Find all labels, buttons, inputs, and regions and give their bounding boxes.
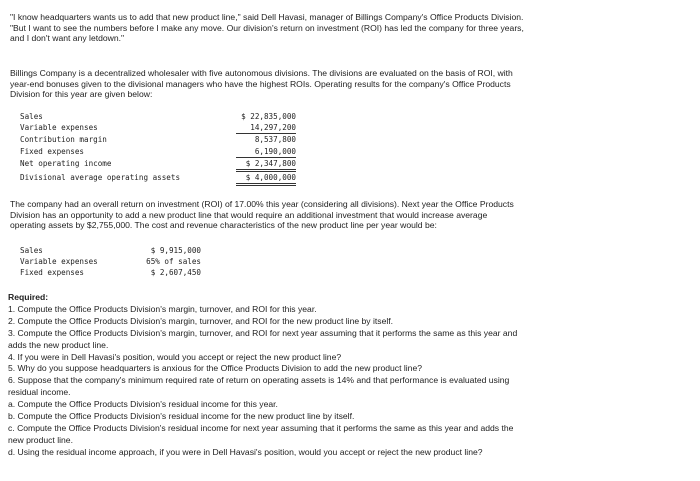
row-label: Net operating income <box>20 159 112 169</box>
table-row <box>20 256 201 267</box>
table-row <box>20 171 296 185</box>
quote-paragraph <box>10 12 524 44</box>
table-row <box>20 122 296 134</box>
row-label: Variable expenses <box>20 123 98 133</box>
row-label: Fixed expenses <box>20 268 85 278</box>
required-item: adds the new product line. <box>8 339 109 350</box>
required-item: new product line. <box>8 434 73 445</box>
operating-results-table <box>20 111 296 186</box>
required-item: 6. Suppose that the company's minimum required rate of return on operating assets is 14% and that performance is evaluated using <box>8 375 510 386</box>
new-product-table <box>20 245 201 279</box>
row-label: Fixed expenses <box>20 146 85 156</box>
row-value: $ 22,835,000 <box>241 112 296 121</box>
row-value: 6,190,000 <box>236 146 296 158</box>
row-label: Contribution margin <box>20 135 107 145</box>
intro-line: year-end bonuses given to the divisional managers who have the highest ROIs. Operating results for the company's Office Products <box>10 78 511 89</box>
row-value: 65% of sales <box>146 257 201 267</box>
row-value: 8,537,800 <box>254 135 296 145</box>
required-item: c. Compute the Office Products Division's residual income for next year assuming that it performs the same as this year and adds the <box>8 422 514 433</box>
table-row <box>20 245 201 256</box>
row-value: $ 2,347,800 <box>236 157 296 170</box>
required-item: 1. Compute the Office Products Division's margin, turnover, and ROI for this year. <box>8 303 317 314</box>
required-item: residual income. <box>8 387 71 398</box>
row-label: Divisional average operating assets <box>20 173 181 183</box>
row-value: 14,297,200 <box>236 122 296 134</box>
required-item: a. Compute the Office Products Division's residual income for this year. <box>8 399 278 410</box>
overall-line: Division has an opportunity to add a new product line that would require an additional investment that would increase average <box>10 209 488 220</box>
row-value: $ 2,607,450 <box>150 268 201 278</box>
required-item: d. Using the residual income approach, if you were in Dell Havasi's position, would you accept or reject the new product line? <box>8 446 483 457</box>
overall-line: The company had an overall return on investment (ROI) of 17.00% this year (considering all divisions). Next year the Office Products <box>10 199 514 209</box>
quote-line: "But I want to see the numbers before I make any move. Our division's return on investment (ROI) has led the company for three years, <box>10 22 524 33</box>
required-item: b. Compute the Office Products Division's residual income for the new product line by itself. <box>8 411 355 422</box>
intro-paragraph <box>10 68 513 100</box>
table-row <box>20 157 296 170</box>
row-value: $ 4,000,000 <box>236 171 296 185</box>
required-item: 2. Compute the Office Products Division's margin, turnover, and ROI for the new product line by itself. <box>8 315 394 326</box>
table-row <box>20 146 296 158</box>
quote-line: "I know headquarters wants us to add that new product line," said Dell Havasi, manager of Billings Company's Office Products Division. <box>10 12 524 22</box>
required-heading: Required: <box>8 292 49 302</box>
intro-line: Division for this year are given below: <box>10 89 153 100</box>
intro-line: Billings Company is a decentralized wholesaler with five autonomous divisions. The divisions are evaluated on the basis of ROI, with <box>10 68 513 78</box>
overall-roi-paragraph <box>10 199 514 231</box>
required-section <box>8 292 517 459</box>
table-row <box>20 267 201 278</box>
table-row <box>20 111 296 122</box>
table-row <box>20 134 296 146</box>
row-label: Sales <box>20 246 43 255</box>
required-item: 3. Compute the Office Products Division's margin, turnover, and ROI for next year assuming that it performs the same as this year and <box>8 327 518 338</box>
row-label: Sales <box>20 112 43 121</box>
row-value: $ 9,915,000 <box>150 246 201 255</box>
required-item: 4. If you were in Dell Havasi's position, would you accept or reject the new product line? <box>8 351 342 362</box>
row-label: Variable expenses <box>20 257 98 267</box>
overall-line: operating assets by $2,755,000. The cost and revenue characteristics of the new product line per year would be: <box>10 220 437 231</box>
quote-line: and I don't want any letdown." <box>10 33 125 44</box>
required-item: 5. Why do you suppose headquarters is anxious for the Office Products Division to add the new product line? <box>8 363 423 374</box>
